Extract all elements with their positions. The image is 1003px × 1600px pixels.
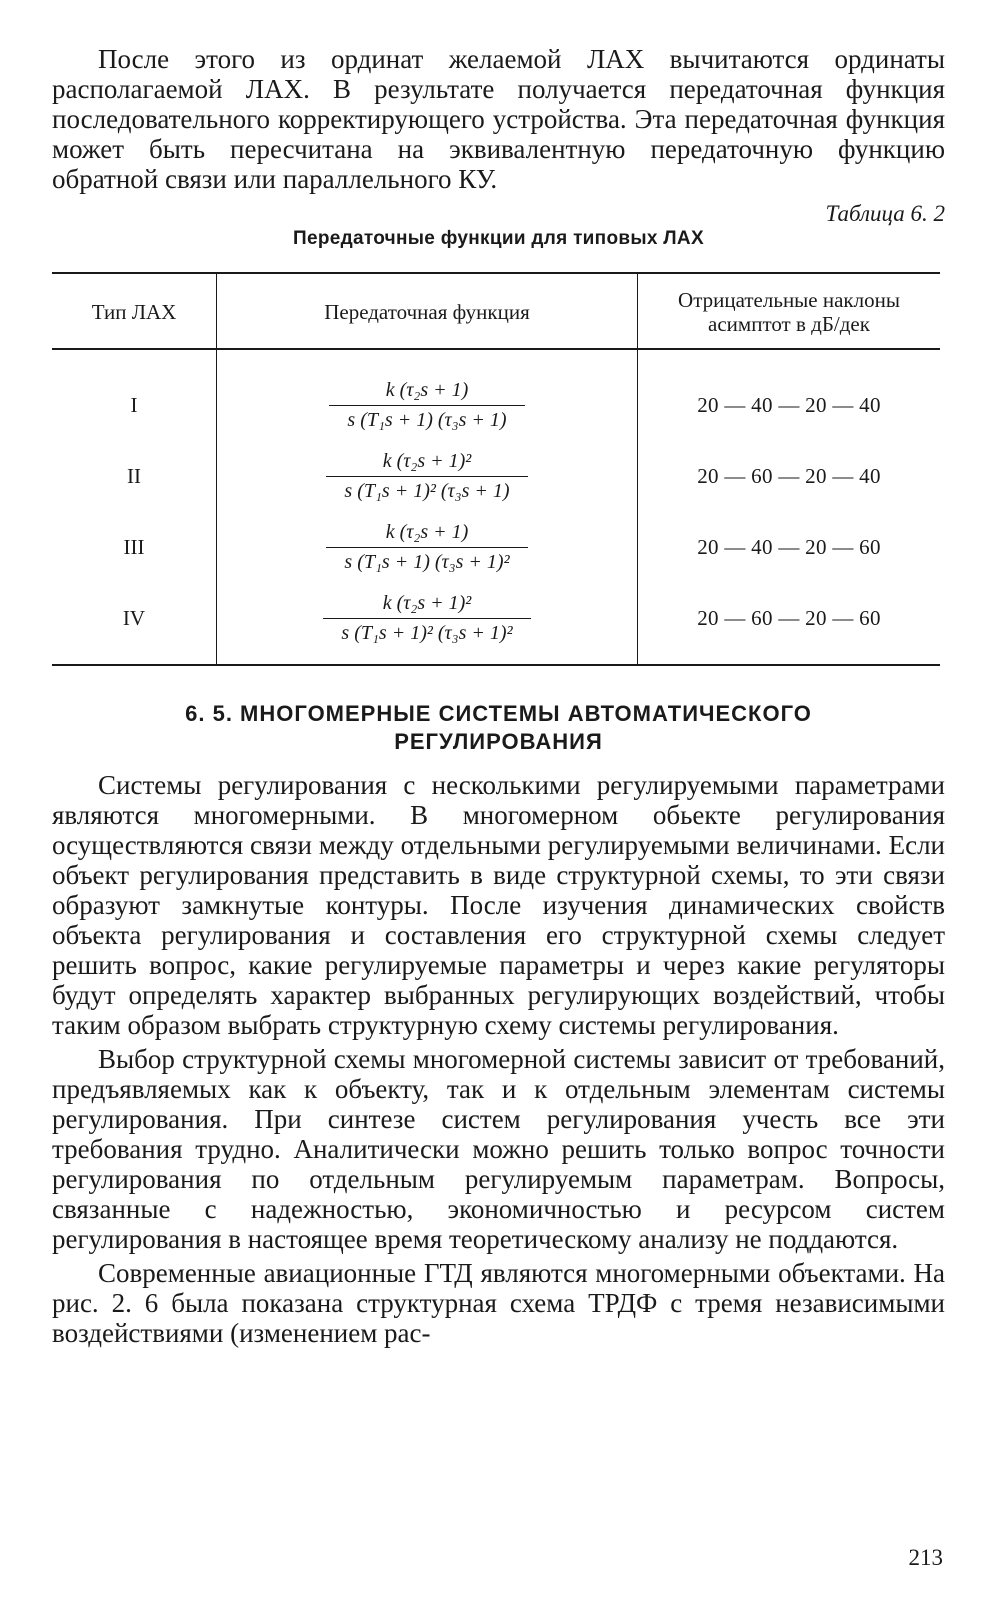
- table-row-type: IV: [122, 606, 146, 630]
- table-row-slopes: 20 — 60 — 20 — 60: [697, 606, 881, 630]
- header-slopes: Отрицательные наклоны асимптот в дБ/дек: [638, 273, 941, 349]
- section-heading: [52, 700, 945, 756]
- body-paragraph: Современные авиационные ГТД являются многомерными объектами. На рис. 2. 6 была показана структурная схема ТРДФ с тремя независимыми воздействиями (изменением рас-: [52, 1258, 945, 1348]
- header-type: Тип ЛАХ: [52, 273, 217, 349]
- table-label: Таблица 6. 2: [825, 201, 945, 226]
- fraction-numerator: k (τ₂s + 1): [326, 521, 527, 548]
- header-transfer-function: Передаточная функция: [217, 273, 638, 349]
- transfer-function-fraction: [217, 583, 637, 654]
- fraction-numerator: k (τ₂s + 1): [329, 379, 524, 406]
- table-row-type: III: [123, 535, 145, 559]
- function-column: [217, 349, 638, 665]
- section-title-line2: РЕГУЛИРОВАНИЯ: [394, 729, 603, 754]
- table-header-row: [52, 273, 940, 349]
- fraction-numerator: k (τ₂s + 1)²: [326, 450, 527, 477]
- table-row-slopes: 20 — 40 — 20 — 40: [697, 393, 881, 417]
- table-row-slopes: 20 — 60 — 20 — 40: [697, 464, 881, 488]
- table-row-slopes: 20 — 40 — 20 — 60: [697, 535, 881, 559]
- table-title: Передаточные функции для типовых ЛАХ: [293, 228, 704, 249]
- transfer-function-fraction: [217, 370, 637, 441]
- table-row-type: I: [130, 393, 138, 417]
- table-row-type: II: [127, 464, 141, 488]
- book-page: [52, 44, 945, 1348]
- fraction-denominator: s (T₁s + 1)² (τ₃s + 1)²: [341, 622, 513, 644]
- fraction-numerator: k (τ₂s + 1)²: [323, 592, 530, 619]
- type-column: [52, 349, 217, 665]
- transfer-function-table: [52, 272, 940, 666]
- page-number: 213: [908, 1545, 943, 1570]
- fraction-denominator: s (T₁s + 1)² (τ₃s + 1): [344, 480, 510, 502]
- transfer-function-fraction: [217, 441, 637, 512]
- section-title-line1: 6. 5. МНОГОМЕРНЫЕ СИСТЕМЫ АВТОМАТИЧЕСКОГО: [185, 701, 812, 726]
- body-paragraph: Системы регулирования с несколькими регулируемыми параметрами являются многомерными. В многомерном обьекте регулирования осуществляются связи между отдельными регулируемыми величинами. Если объект регулирования представить в виде структурной схемы, то эти связи образуют замкнутые контуры. После изучения динамических свойств объекта регулирования и составления его структурной схемы следует решить вопрос, какие регулируемые параметры и через какие регуляторы будут определять характер выбранных регулирующих воздействий, чтобы таким образом выбрать структурную схему системы регулирования.: [52, 770, 945, 1040]
- intro-paragraph: После этого из ординат желаемой ЛАХ вычитаются ординаты располагаемой ЛАХ. В результате получается передаточная функция последовательного корректирующего устройства. Эта передаточная функция может быть пересчитана на эквивалентную передаточную функцию обратной связи или параллельного КУ.: [52, 44, 945, 194]
- fraction-denominator: s (T₁s + 1) (τ₃s + 1)²: [344, 551, 510, 573]
- body-paragraph: Выбор структурной схемы многомерной системы зависит от требований, предъявляемых как к объекту, так и к отдельным элементам системы регулирования. При синтезе систем регулирования учесть все эти требования трудно. Аналитически можно решить только вопрос точности регулирования по отдельным регулируемым параметрам. Вопросы, связанные с надежностью, экономичностью и ресурсом систем регулирования в настоящее время теоретическому анализу не поддаются.: [52, 1044, 945, 1254]
- transfer-function-fraction: [217, 512, 637, 583]
- fraction-denominator: s (T₁s + 1) (τ₃s + 1): [347, 409, 507, 431]
- slopes-column: [638, 349, 941, 665]
